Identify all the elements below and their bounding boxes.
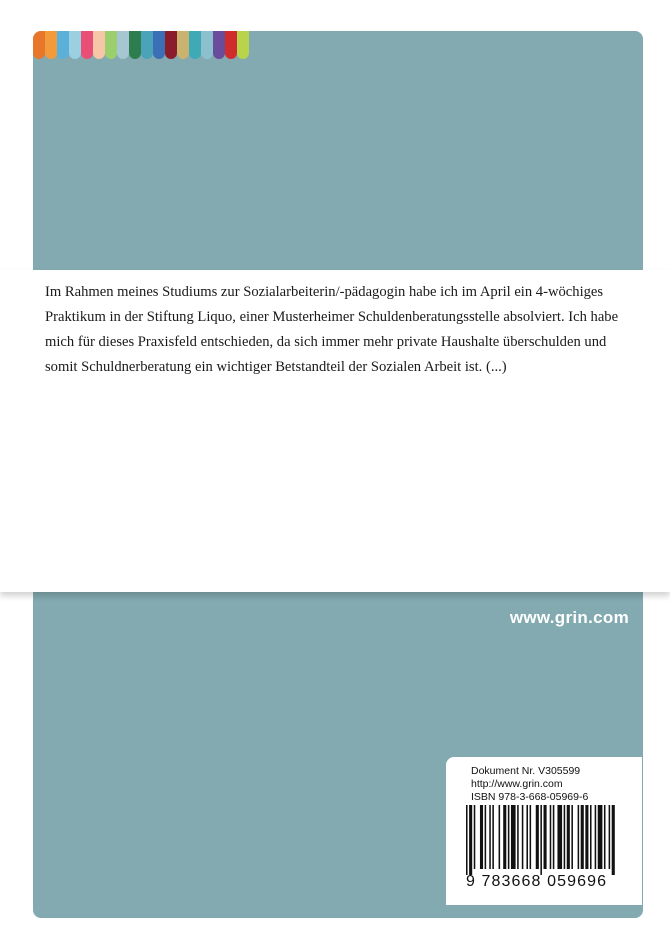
publisher-url: http://www.grin.com — [471, 778, 563, 790]
color-tab — [33, 31, 45, 59]
color-tab — [141, 31, 153, 59]
cover-top-panel — [33, 31, 643, 270]
blurb-band — [0, 270, 670, 592]
color-tab — [237, 31, 249, 59]
color-tab — [105, 31, 117, 59]
blurb-text: Im Rahmen meines Studiums zur Sozialarbeiterin/-pädagogin habe ich im April ein 4-wöchiges Praktikum in der Stiftung Liquo, einer Musterheimer Schuldenberatungsstelle absolviert. Ich habe mich für dieses Praxisfeld entschieden, da sich immer mehr private Haushalte überschulden und somit Schuldnerberatung ein wichtiger Betstandteil der Sozialen Arbeit ist. (...) — [45, 284, 619, 375]
color-tab — [69, 31, 81, 59]
barcode-digits: 9 783668 059696 — [466, 873, 608, 890]
color-tab — [201, 31, 213, 59]
isbn: ISBN 978-3-668-05969-6 — [471, 791, 589, 803]
color-tab — [189, 31, 201, 59]
color-tab — [117, 31, 129, 59]
color-tab — [225, 31, 237, 59]
barcode-box — [446, 757, 642, 905]
color-tab — [213, 31, 225, 59]
document-number: Dokument Nr. V305599 — [471, 765, 581, 777]
color-tab — [93, 31, 105, 59]
color-strip — [33, 31, 249, 59]
publisher-website[interactable]: www.grin.com — [509, 608, 629, 627]
color-tab — [129, 31, 141, 59]
color-tab — [177, 31, 189, 59]
color-tab — [81, 31, 93, 59]
color-tab — [57, 31, 69, 59]
color-tab — [153, 31, 165, 59]
barcode-image — [464, 805, 636, 875]
color-tab — [165, 31, 177, 59]
color-tab — [45, 31, 57, 59]
